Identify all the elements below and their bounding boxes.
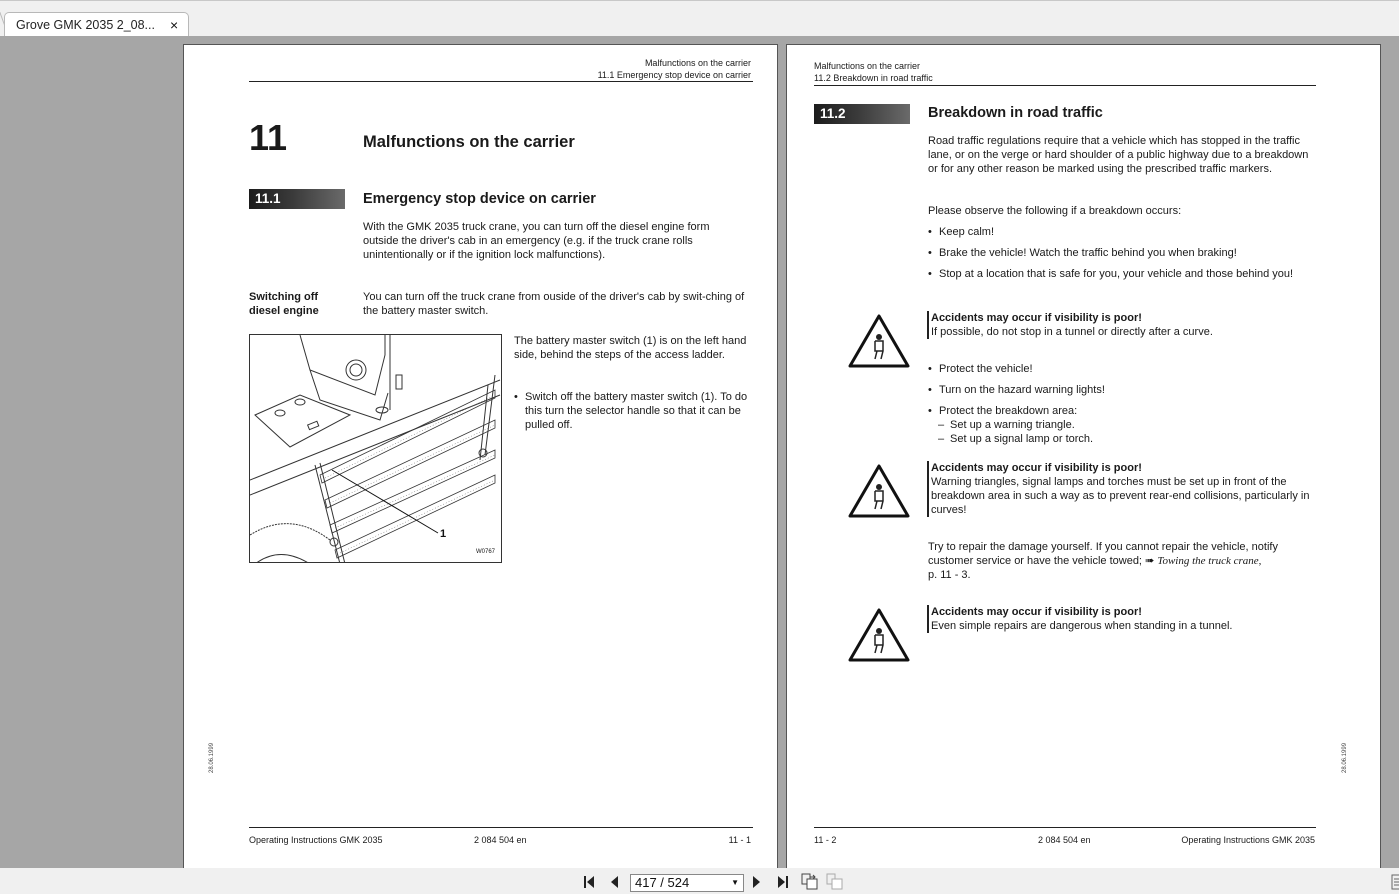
- last-page-icon[interactable]: [775, 875, 789, 889]
- header-chapter: Malfunctions on the carrier: [814, 61, 921, 71]
- intro-paragraph: With the GMK 2035 truck crane, you can turn off the diesel engine form outside the driver's cab in an emergency (e.g. if the truck crane rolls unintentionally or if the ignition lock malfunctions).: [363, 221, 710, 261]
- two-page-view-icon[interactable]: [826, 873, 844, 890]
- footer-page-number: 11 - 2: [814, 835, 837, 845]
- section-title: Breakdown in road traffic: [928, 105, 1103, 121]
- footer-doc-number: 2 084 504 en: [474, 835, 527, 845]
- figure-instructions: [514, 390, 754, 439]
- figure-description: The battery master switch (1) is on the left hand side, behind the steps of the access ladder.: [514, 335, 747, 361]
- header-rule: [814, 85, 1316, 86]
- list-item: • Protect the breakdown area:: [928, 404, 1308, 418]
- section-number: 11.1: [255, 191, 281, 206]
- side-paragraph: You can turn off the truck crane from ouside of the driver's cab by swit-ching of the battery master switch.: [363, 291, 745, 317]
- warning-text: Even simple repairs are dangerous when standing in a tunnel.: [931, 620, 1233, 632]
- side-heading-line1: Switching off: [249, 291, 319, 303]
- callout-1: 1: [440, 528, 447, 540]
- list-item: • Stop at a location that is safe for you, your vehicle and those behind you!: [928, 267, 1308, 281]
- header-rule: [249, 81, 753, 82]
- page-navigation-bar: [0, 868, 1399, 894]
- page-indicator: 417 / 524: [635, 875, 690, 890]
- running-header: [598, 57, 751, 81]
- header-section: 11.1 Emergency stop device on carrier: [597, 70, 751, 80]
- header-section: 11.2 Breakdown in road traffic: [814, 73, 933, 83]
- footer-doc-number: 2 084 504 en: [1038, 835, 1091, 845]
- breakdown-steps-list: [928, 225, 1308, 288]
- footer-page-number: 11 - 1: [728, 835, 751, 845]
- section-title: Emergency stop device on carrier: [363, 191, 596, 207]
- list-item: • Brake the vehicle! Watch the traffic behind you when braking!: [928, 246, 1308, 260]
- warning-title: Accidents may occur if visibility is poor!: [931, 312, 1142, 324]
- footer-rule: [814, 827, 1316, 828]
- footer-title: Operating Instructions GMK 2035: [249, 835, 383, 845]
- first-page-icon[interactable]: [583, 875, 597, 889]
- page-11-1: [183, 44, 778, 868]
- section-number-box: [249, 189, 345, 209]
- document-viewer[interactable]: [0, 36, 1399, 868]
- warning-box-2: [927, 461, 1312, 517]
- chapter-title: Malfunctions on the carrier: [363, 133, 575, 151]
- reference-arrow-icon: ➠: [1145, 555, 1155, 567]
- document-tab[interactable]: [4, 12, 189, 38]
- instruction-bullet: • Switch off the battery master switch (1). To do this turn the selector handle so that it can be pulled off.: [514, 390, 754, 432]
- cross-reference-link[interactable]: Towing the truck crane,: [1157, 555, 1262, 567]
- page-number-input[interactable]: [630, 874, 744, 892]
- footer-title: Operating Instructions GMK 2035: [1181, 835, 1315, 845]
- warning-triangle-icon: [847, 607, 911, 663]
- observe-paragraph: Please observe the following if a breakdown occurs:: [928, 205, 1182, 217]
- warning-box-3: [927, 605, 1312, 633]
- warning-text: If possible, do not stop in a tunnel or directly after a curve.: [931, 326, 1213, 338]
- warning-triangle-icon: [847, 463, 911, 519]
- battery-switch-figure: [249, 334, 502, 563]
- header-chapter: Malfunctions on the carrier: [644, 58, 751, 68]
- running-header: [814, 60, 933, 84]
- close-icon[interactable]: ×: [170, 17, 179, 33]
- warning-box-1: [927, 311, 1312, 339]
- crane-ladder-illustration: [250, 335, 502, 563]
- chapter-number: 11: [249, 117, 288, 158]
- margin-date: 28.06.1999: [209, 742, 215, 773]
- footer-rule: [249, 827, 753, 828]
- repair-paragraph: [928, 540, 1313, 582]
- prev-page-icon[interactable]: [608, 875, 620, 889]
- sub-list-item: – Set up a warning triangle.: [928, 418, 1308, 432]
- page-11-2: [786, 44, 1381, 868]
- tab-title: Grove GMK 2035 2_08...: [16, 18, 155, 32]
- list-item: • Turn on the hazard warning lights!: [928, 383, 1308, 397]
- section-number-box: [814, 104, 910, 124]
- sub-list-item: – Set up a signal lamp or torch.: [928, 432, 1308, 446]
- figure-id: W0767: [476, 549, 496, 555]
- list-item: • Keep calm!: [928, 225, 1308, 239]
- warning-triangle-icon: [847, 313, 911, 369]
- side-heading-line2: diesel engine: [249, 305, 319, 317]
- reference-page: p. 11 - 3.: [928, 569, 971, 581]
- repair-text: Try to repair the damage yourself. If you cannot repair the vehicle, notify customer service or have the vehicle towed;: [928, 541, 1278, 567]
- single-page-view-icon[interactable]: [801, 873, 819, 890]
- intro-paragraph: Road traffic regulations require that a vehicle which has stopped in the traffic lane, or on the verge or hard shoulder of a public highway due to a breakdown or for any other reason be marked using the prescribed traffic markers.: [928, 135, 1309, 175]
- list-item: • Protect the vehicle!: [928, 362, 1308, 376]
- warning-title: Accidents may occur if visibility is poor!: [931, 462, 1142, 474]
- chevron-down-icon[interactable]: ▼: [731, 878, 739, 887]
- margin-date: 28.06.1999: [1342, 742, 1348, 773]
- tab-bar: [0, 0, 1399, 36]
- side-heading: [249, 290, 319, 318]
- warning-title: Accidents may occur if visibility is poor!: [931, 606, 1142, 618]
- next-page-icon[interactable]: [751, 875, 763, 889]
- protect-steps-list: [928, 362, 1308, 446]
- warning-text: Warning triangles, signal lamps and torches must be set up in front of the breakdown area in such a way as to prevent rear-end collisions, particularly in curves!: [931, 476, 1310, 516]
- section-number: 11.2: [820, 106, 846, 121]
- menu-icon[interactable]: [1391, 874, 1399, 890]
